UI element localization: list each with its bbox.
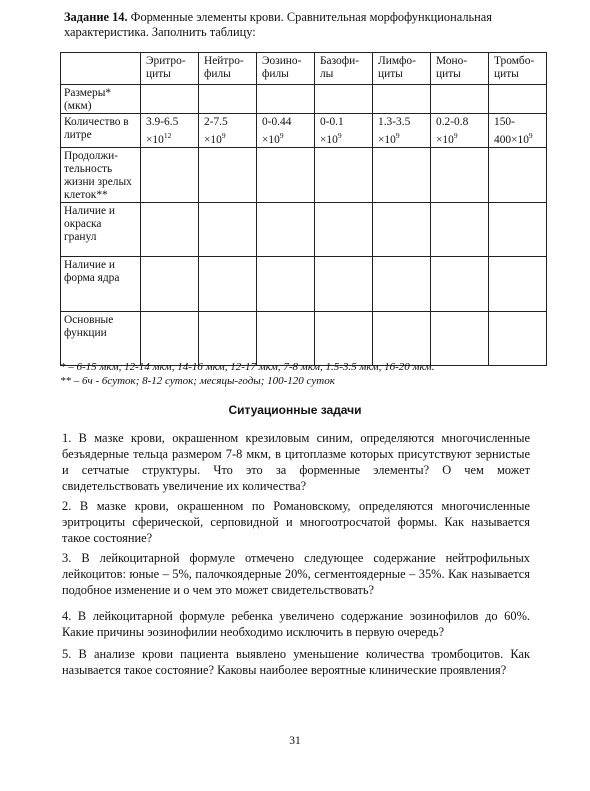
col-header: Базофи- лы bbox=[315, 53, 373, 85]
table-cell[interactable] bbox=[373, 202, 431, 256]
count-cell: 2-7.5 $\times 10^9$ bbox=[199, 114, 257, 148]
table-cell[interactable] bbox=[489, 85, 547, 114]
row-label: Наличие и форма ядра bbox=[61, 256, 141, 311]
table-cell[interactable] bbox=[373, 311, 431, 365]
table-cell[interactable] bbox=[199, 147, 257, 202]
task-number: Задание 14. bbox=[64, 10, 128, 24]
table-cell[interactable] bbox=[431, 85, 489, 114]
table-cell[interactable] bbox=[141, 311, 199, 365]
table-cell[interactable] bbox=[431, 147, 489, 202]
col-header: Моно- циты bbox=[431, 53, 489, 85]
table-cell[interactable] bbox=[431, 202, 489, 256]
problem-2: 2. В мазке крови, окрашенном по Романовскому, определяются многочисленные эритроциты сферической, серповидной и многоотросчатой формы. Как называется такое состояние? bbox=[62, 499, 530, 545]
table-row bbox=[61, 256, 547, 311]
table-row bbox=[61, 202, 547, 256]
row-label: Размеры* (мкм) bbox=[61, 85, 141, 114]
table-cell[interactable] bbox=[199, 311, 257, 365]
table-cell[interactable] bbox=[141, 202, 199, 256]
table-cell[interactable] bbox=[257, 85, 315, 114]
table-cell[interactable] bbox=[315, 147, 373, 202]
table-cell[interactable] bbox=[199, 85, 257, 114]
footnote-lifespan: ** – 6ч - 6суток; 8-12 суток; месяцы-годы; 100-120 суток bbox=[60, 375, 335, 387]
task-text: Форменные элементы крови. Сравнительная морфофункциональная характеристика. Заполнить таблицу: bbox=[64, 10, 492, 39]
table-cell[interactable] bbox=[199, 256, 257, 311]
table-cell[interactable] bbox=[431, 256, 489, 311]
table-row bbox=[61, 147, 547, 202]
count-cell: 3.9-6.5 $\times 10^{12}$ bbox=[141, 114, 199, 148]
row-label: Продолжи-тельность жизни зрелых клеток** bbox=[61, 147, 141, 202]
footnote-sizes: * – 6-15 мкм, 12-14 мкм, 14-16 мкм, 12-17 мкм, 7-8 мкм, 1.5-3.5 мкм, 16-20 мкм. bbox=[60, 361, 435, 373]
count-cell: 0-0.1 $\times 10^9$ bbox=[315, 114, 373, 148]
count-cell: 0-0.44 $\times 10^9$ bbox=[257, 114, 315, 148]
table-cell[interactable] bbox=[257, 202, 315, 256]
table-cell[interactable] bbox=[373, 256, 431, 311]
table-cell[interactable] bbox=[373, 147, 431, 202]
row-label: Количество в литре bbox=[61, 114, 141, 148]
table-cell[interactable] bbox=[257, 311, 315, 365]
problem-3: 3. В лейкоцитарной формуле отмечено следующее содержание нейтрофильных лейкоцитов: юные – 5%, палочкоядерные 20%, сегментоядерные – 35%. Как называется подобное изменение и о чем это может свидетельствовать? bbox=[62, 551, 530, 597]
count-cell: 150- $400\times 10^9$ bbox=[489, 114, 547, 148]
table-cell[interactable] bbox=[489, 147, 547, 202]
table-header-row bbox=[61, 53, 547, 85]
col-header: Эозино- филы bbox=[257, 53, 315, 85]
table-cell[interactable] bbox=[199, 202, 257, 256]
table-cell[interactable] bbox=[315, 85, 373, 114]
problem-4: 4. В лейкоцитарной формуле ребенка увеличено содержание эозинофилов до 60%. Какие причины эозинофилии необходимо исключить в первую очередь? bbox=[62, 609, 530, 639]
section-title: Ситуационные задачи bbox=[228, 403, 362, 417]
problem-5: 5. В анализе крови пациента выявлено уменьшение количества тромбоцитов. Как называется такое состояние? Каковы наиболее вероятные клинические проявления? bbox=[62, 647, 530, 677]
row-label: Наличие и окраска гранул bbox=[61, 202, 141, 256]
row-label: Основные функции bbox=[61, 311, 141, 365]
table-cell[interactable] bbox=[373, 85, 431, 114]
table-cell[interactable] bbox=[315, 311, 373, 365]
table-cell[interactable] bbox=[315, 202, 373, 256]
col-header: Лимфо- циты bbox=[373, 53, 431, 85]
table-cell[interactable] bbox=[489, 256, 547, 311]
table-cell[interactable] bbox=[315, 256, 373, 311]
corner-cell bbox=[61, 53, 141, 85]
table-cell[interactable] bbox=[141, 147, 199, 202]
table-cell[interactable] bbox=[257, 147, 315, 202]
problem-1: 1. В мазке крови, окрашенном крезиловым синим, определяются многочисленные безъядерные тельца размером 7-8 мкм, в цитоплазме которых присутствуют зернистые и сетчатые структуры. Что это за форменные элементы? О чем может свидетельствовать увеличение их количества? bbox=[62, 431, 530, 493]
table-cell[interactable] bbox=[257, 256, 315, 311]
table-cell[interactable] bbox=[489, 311, 547, 365]
col-header: Нейтро- филы bbox=[199, 53, 257, 85]
col-header: Тромбо- циты bbox=[489, 53, 547, 85]
count-cell: 1.3-3.5 $\times 10^9$ bbox=[373, 114, 431, 148]
count-cell: 0.2-0.8 $\times 10^9$ bbox=[431, 114, 489, 148]
col-header: Эритро- циты bbox=[141, 53, 199, 85]
table-cell[interactable] bbox=[141, 85, 199, 114]
table-row bbox=[61, 85, 547, 114]
table-cell[interactable] bbox=[489, 202, 547, 256]
blood-cells-table bbox=[60, 52, 547, 366]
table-row bbox=[61, 114, 547, 148]
table-row bbox=[61, 311, 547, 365]
table-cell[interactable] bbox=[141, 256, 199, 311]
table-cell[interactable] bbox=[431, 311, 489, 365]
task-heading bbox=[64, 10, 544, 40]
page-number: 31 bbox=[289, 735, 301, 747]
